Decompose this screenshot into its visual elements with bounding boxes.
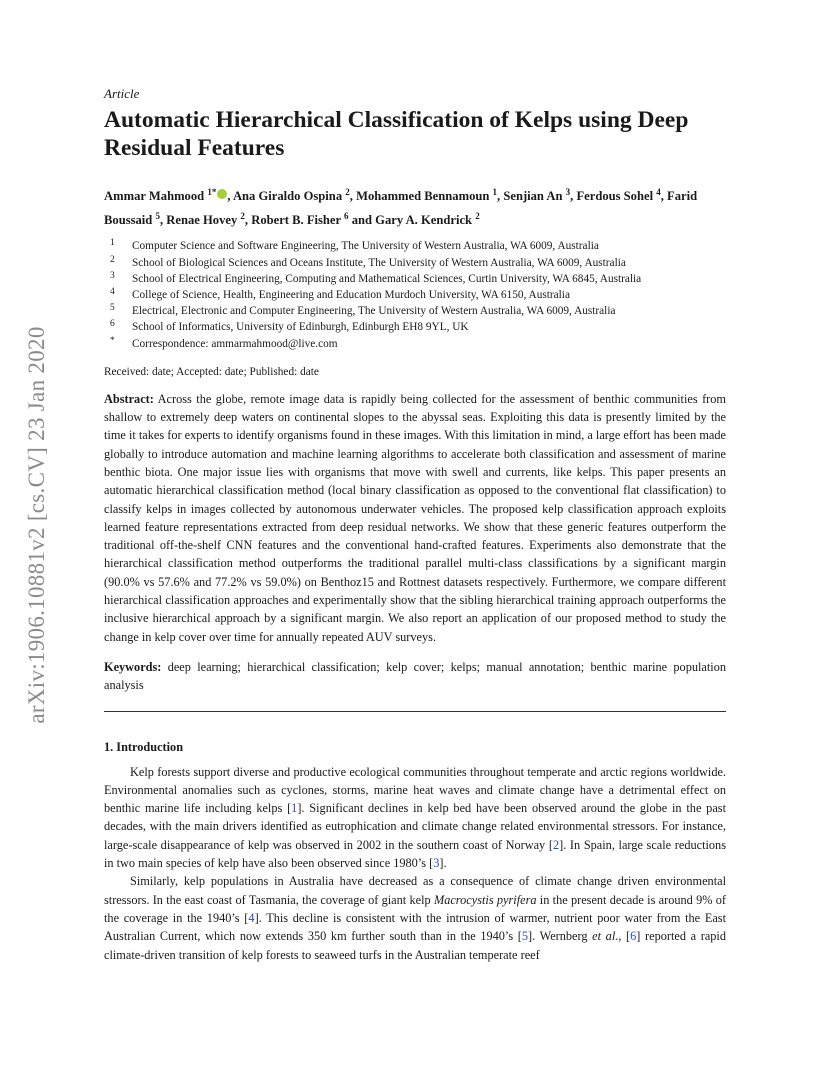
author-name: Farid Boussaid (104, 189, 698, 228)
keywords-label: Keywords: (104, 659, 162, 674)
affiliation-item (104, 336, 726, 352)
citation-link[interactable]: 2 (552, 837, 560, 852)
text-run: ]. Significant declines in kelp bed have been observed around the globe in the past decades, with the main drivers identified as eutrophication and climate change related environmental stressors. For instance, large-scale disappearance of kelp was observed in 2002 in the southern coast of Norway [ (104, 801, 726, 852)
keywords (104, 658, 726, 695)
author-name: Renae Hovey (166, 213, 238, 228)
affiliation-text: Computer Science and Software Engineering, The University of Western Australia, WA 6009, Australia (132, 240, 599, 253)
text-run: Similarly, kelp populations in Australia have decreased as a consequence of climate change driven environmental stressors. In the east coast of Tasmania, the coverage of giant kelp (104, 874, 726, 907)
citation-link[interactable]: 6 (630, 929, 637, 944)
affiliation-text: School of Biological Sciences and Oceans Institute, The University of Western Australia, WA 6009, Australia (132, 256, 626, 269)
orcid-icon[interactable] (217, 189, 227, 199)
affiliation-item (104, 287, 726, 303)
article-type-label: Article (104, 86, 140, 101)
abstract (104, 390, 726, 646)
section-heading-introduction: 1. Introduction (104, 739, 184, 754)
text-run: Kelp forests support diverse and productive ecological communities throughout temperate and arctic regions worldwide. Environmental anomalies such as cyclones, storms, marine heat waves and climate change have a detrimental effect on benthic marine life including kelps [ (104, 764, 726, 816)
author-name: Ammar Mahmood (104, 189, 205, 204)
author-name: Robert B. Fisher (251, 213, 341, 228)
author-list: Ammar Mahmood $^{1*}$ , Ana Giraldo Ospina $^2$, Mohammed Bennamoun $^1$, Senjian An $^3$, Ferdous Sohel $^4$, Farid Boussaid $^5$, Renae Hovey $^2$, Robert B. Fisher $^6$ and Gary A. Kendrick $^2$ (104, 187, 698, 228)
author-affil: 3 (565, 187, 571, 197)
affiliation-number: 3 (110, 270, 115, 281)
affiliation-text: Electrical, Electronic and Computer Engineering, The University of Western Australia, WA 6009, Australia (132, 305, 616, 318)
et-al: et al (592, 929, 616, 944)
affiliation-text: College of Science, Health, Engineering and Education Murdoch University, WA 6150, Australia (132, 288, 570, 301)
author-affil: 6 (344, 211, 349, 222)
text-run: ]. This decline is consistent with the intrusion of warmer, nutrient poor water from the East Australian Current, which now extends 350 km further south than in the 1940’s [ (104, 910, 726, 944)
paper-title: Automatic Hierarchical Classification of Kelps using Deep Residual Features (104, 107, 689, 161)
citation-link[interactable]: 5 (521, 929, 528, 944)
author-affil: 1 (492, 187, 498, 197)
author-affil: 1* (207, 187, 217, 197)
affiliation-number: 4 (110, 286, 115, 297)
author-affil: 5 (155, 211, 160, 222)
text-run: ., [ (615, 929, 631, 944)
affiliation-list (104, 238, 726, 351)
arxiv-sidebar-stamp (24, 290, 50, 760)
abstract-text: Across the globe, remote image data is rapidly being collected for the assessment of benthic communities from shallow to extremely deep waters on continental slopes to the abyssal seas. Exploiting this data is presently limited by the time it takes for experts to identify organisms found in these images. With this limitation in mind, a large effort has been made globally to introduce automation and machine learning algorithms to accelerate both classification and assessment of marine benthic biota. One major issue lies with organisms that move with swell and currents, like kelps. This paper presents an automatic hierarchical classification method (local binary classification as opposed to the conventional flat classification) to classify kelps in images collected by autonomous underwater vehicles. The proposed kelp classification approach exploits learned feature representations extracted from deep residual networks. We show that these generic features outperform the traditional off-the-shelf CNN features and the conventional hand-crafted features. Experiments also demonstrate that the hierarchical classification method outperforms the traditional parallel multi-class classifications by a significant margin (90.0% vs 57.6% and 77.2% vs 59.0%) on Benthoz15 and Rottnest datasets respectively. Furthermore, we compare different hierarchical classification approaches and experimentally show that the sibling hierarchical training approach outperforms the inclusive hierarchical approach by a significant margin. We also report an application of our proposed method to study the change in kelp cover over time for annually repeated AUV surveys. (104, 391, 726, 644)
publication-dates: Received: date; Accepted: date; Published: date (104, 365, 319, 378)
keywords-text: deep learning; hierarchical classification; kelp cover; kelps; manual annotation; benthic marine population analysis (104, 659, 726, 693)
text-run: ]. (439, 856, 447, 871)
intro-paragraph-2 (104, 872, 726, 963)
affiliation-number: 6 (110, 319, 115, 330)
author-name: Ana Giraldo Ospina (232, 189, 343, 204)
section-divider (104, 711, 726, 712)
affiliation-item (104, 303, 726, 319)
affiliation-text: School of Electrical Engineering, Computing and Mathematical Sciences, Curtin University, WA 6845, Australia (132, 272, 642, 285)
affiliation-number: 5 (110, 303, 115, 314)
affiliation-number: 1 (110, 238, 115, 249)
intro-paragraph-1 (104, 763, 726, 873)
text-run: in the present decade is around 9% of the coverage in the 1940’s [ (104, 892, 727, 925)
text-run: ]. In Spain, large scale reductions in two main species of kelp have also been observed since 1980’s [ (104, 837, 726, 871)
affiliation-item (104, 319, 726, 335)
affiliation-item (104, 271, 726, 287)
affiliation-number: * (110, 335, 115, 346)
affiliation-item (104, 255, 726, 271)
author-affil: 2 (475, 211, 480, 222)
citation-link[interactable]: 3 (433, 856, 440, 871)
affiliation-text: School of Informatics, University of Edinburgh, Edinburgh EH8 9YL, UK (132, 321, 469, 334)
author-name: Mohammed Bennamoun (356, 189, 490, 204)
text-run: ]. Wernberg (528, 929, 593, 944)
paper-page (104, 86, 726, 964)
affiliation-number: 2 (110, 254, 115, 265)
correspondence-email[interactable]: Correspondence: ammarmahmood@live.com (132, 337, 338, 350)
author-affil: 4 (656, 187, 661, 197)
citation-link[interactable]: 1 (291, 801, 298, 816)
citation-link[interactable]: 4 (248, 910, 255, 925)
text-run: ] reported a rapid climate-driven transition of kelp forests to seaweed turfs in the Australian temperate reef (104, 929, 726, 962)
abstract-label: Abstract: (104, 391, 154, 406)
arxiv-id: arXiv:1906.10881v2 [cs.CV] 23 Jan 2020 (24, 326, 49, 724)
species-name: Macrocystis pyrifera (433, 892, 537, 907)
author-affil: 2 (240, 211, 245, 222)
author-name: Gary A. Kendrick (375, 213, 473, 228)
affiliation-item (104, 238, 726, 254)
author-affil: 2 (345, 187, 350, 197)
author-name: Senjian An (503, 189, 563, 204)
author-name: Ferdous Sohel (576, 189, 654, 204)
